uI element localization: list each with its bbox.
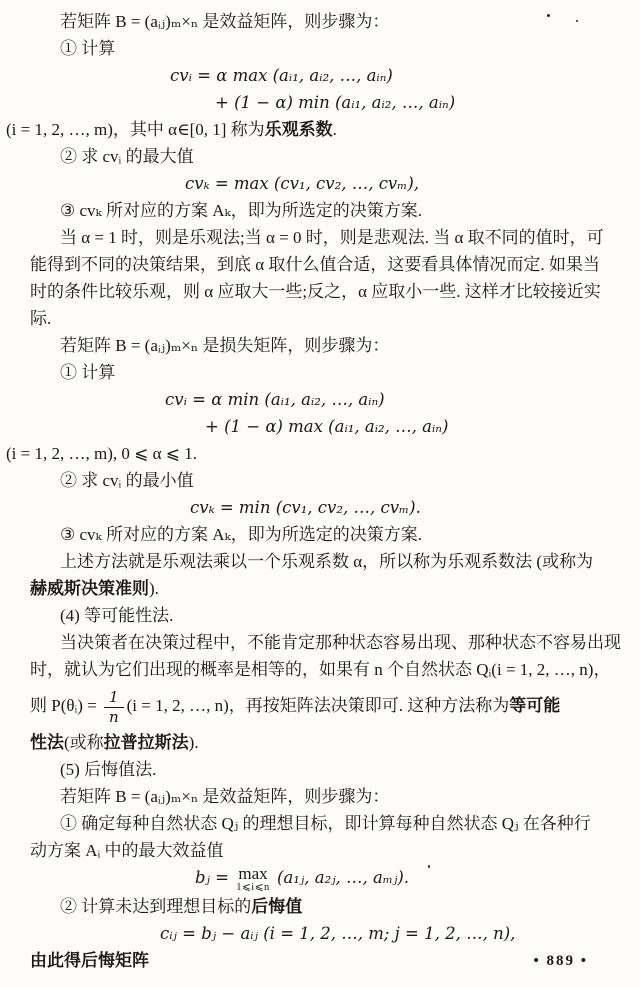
text-line (0, 548, 640, 575)
formula-suffix: (a₁ⱼ, a₂ⱼ, …, aₘⱼ). (271, 868, 410, 887)
text-segment: 性法 (30, 733, 64, 752)
text-line (0, 278, 640, 305)
scan-artifact (576, 20, 578, 22)
page-body (0, 8, 640, 974)
text-line (0, 602, 640, 629)
text-line (0, 467, 640, 494)
text-segment: 能得到不同的决策结果，到底 α 取什么值合适，这要看具体情况而定. 如果当 (30, 255, 600, 274)
text-line (0, 8, 640, 35)
text-segment: cvᵢ = α max (aᵢ₁, aᵢ₂, …, aᵢₙ) (170, 66, 393, 85)
text-segment: 上述方法就是乐观法乘以一个乐观系数 α，所以称为乐观系数法 (或称为 (60, 552, 594, 571)
formula-line (0, 170, 640, 197)
formula-line (0, 62, 640, 89)
text-segment: cvₖ = max (cv₁, cv₂, …, cvₘ), (185, 174, 420, 193)
formula-prefix: bⱼ = (195, 868, 235, 887)
text-segment: ① 计算 (60, 363, 116, 382)
text-segment: ① 确定每种自然状态 Qⱼ 的理想目标，即计算每种自然状态 Qⱼ 在各种行 (60, 814, 591, 833)
text-line (0, 729, 640, 756)
text-line (0, 575, 640, 602)
text-segment: 后悔值 (251, 896, 303, 916)
text-line (0, 251, 640, 278)
text-segment: cvₖ = min (cv₁, cv₂, …, cvₘ). (190, 498, 421, 517)
formula-line (0, 920, 640, 947)
text-line (0, 143, 640, 170)
formula-line (0, 683, 640, 729)
text-line (0, 224, 640, 251)
formula-line (0, 494, 640, 521)
text-segment: 当 α = 1 时，则是乐观法;当 α = 0 时，则是悲观法. 当 α 取不同的值时，可 (60, 228, 604, 247)
text-line (0, 837, 640, 864)
text-segment: cvᵢ = α min (aᵢ₁, aᵢ₂, …, aᵢₙ) (165, 390, 385, 409)
text-segment: ). (188, 733, 199, 752)
text-segment: 际. (30, 309, 52, 328)
text-segment: 时的条件比较乐观，则 α 应取大一些;反之，α 应取小一些. 这样才比较接近实 (30, 282, 601, 301)
page-number: • 889 • (533, 953, 588, 969)
fraction-numerator: 1 (104, 688, 124, 708)
formula-line (0, 864, 640, 893)
scan-artifact (547, 14, 550, 17)
text-line (0, 893, 640, 920)
max-operator-with-limits (236, 863, 270, 893)
text-segment: (i = 1, 2, …, m)，其中 α∈[0, 1] 称为 (6, 120, 265, 139)
text-line (0, 810, 640, 837)
formula-line (0, 89, 640, 116)
text-segment: 若矩阵 B = (aᵢⱼ)ₘ×ₙ 是效益矩阵，则步骤为： (60, 787, 390, 806)
formula-suffix: 等可能 (509, 696, 561, 715)
text-segment: ② 求 cvᵢ 的最小值 (60, 471, 194, 490)
text-line (0, 629, 640, 656)
text-segment: 若矩阵 B = (aᵢⱼ)ₘ×ₙ 是损失矩阵，则步骤为： (60, 336, 390, 355)
text-line (0, 440, 640, 467)
text-segment: ③ cvₖ 所对应的方案 Aₖ，即为所选定的决策方案. (60, 201, 422, 220)
text-line (0, 359, 640, 386)
text-segment: . (332, 120, 337, 139)
text-line (0, 332, 640, 359)
text-segment: 时，就认为它们出现的概率是相等的，如果有 n 个自然状态 Qᵢ(i = 1, 2, …, n)， (30, 660, 611, 679)
formula-prefix: 则 P(θᵢ) = (30, 696, 102, 715)
text-segment: (5) 后悔值法. (60, 760, 157, 779)
text-segment: ① 计算 (60, 39, 116, 58)
text-segment: 当决策者在决策过程中，不能肯定那种状态容易出现、那种状态不容易出现 (60, 633, 621, 652)
text-segment: cᵢⱼ = bⱼ − aᵢⱼ (i = 1, 2, …, m; j = 1, 2, …, n), (160, 923, 516, 943)
text-segment: 赫威斯决策准则 (30, 579, 149, 598)
text-segment: 动方案 Aᵢ 中的最大效益值 (30, 841, 224, 860)
formula-line (0, 386, 640, 413)
text-line (0, 197, 640, 224)
text-segment: 拉普拉斯法 (103, 733, 189, 752)
text-line (0, 521, 640, 548)
text-line (0, 783, 640, 810)
text-segment: 由此得后悔矩阵 (30, 950, 149, 970)
fraction (104, 688, 124, 727)
text-line (0, 116, 640, 143)
formula-line (0, 413, 640, 440)
text-segment: 若矩阵 B = (aᵢⱼ)ₘ×ₙ 是效益矩阵，则步骤为： (60, 12, 390, 31)
text-segment: (4) 等可能性法. (60, 606, 174, 625)
fraction-denominator: n (108, 707, 119, 726)
text-segment: + (1 − α) max (aᵢ₁, aᵢ₂, …, aᵢₙ) (205, 417, 449, 436)
text-segment: ② 求 cvᵢ 的最大值 (60, 147, 194, 166)
text-segment: ). (149, 579, 159, 598)
scan-artifact (428, 865, 430, 868)
operator: max (238, 863, 268, 883)
text-segment: (i = 1, 2, …, m), 0 ⩽ α ⩽ 1. (6, 444, 198, 463)
formula-suffix: (i = 1, 2, …, n)，再按矩阵法决策即可. 这种方法称为 (126, 696, 510, 715)
text-segment: 乐观系数 (264, 120, 333, 139)
text-line (0, 305, 640, 332)
text-segment: + (1 − α) min (aᵢ₁, aᵢ₂, …, aᵢₙ) (215, 93, 456, 112)
text-line (0, 35, 640, 62)
text-segment: ③ cvₖ 所对应的方案 Aₖ，即为所选定的决策方案. (60, 525, 422, 544)
text-line (0, 756, 640, 783)
operator-limits: 1⩽i⩽n (236, 881, 270, 893)
text-segment: (或称 (64, 733, 104, 752)
text-segment: ② 计算未达到理想目标的 (60, 896, 252, 916)
text-line (0, 656, 640, 683)
